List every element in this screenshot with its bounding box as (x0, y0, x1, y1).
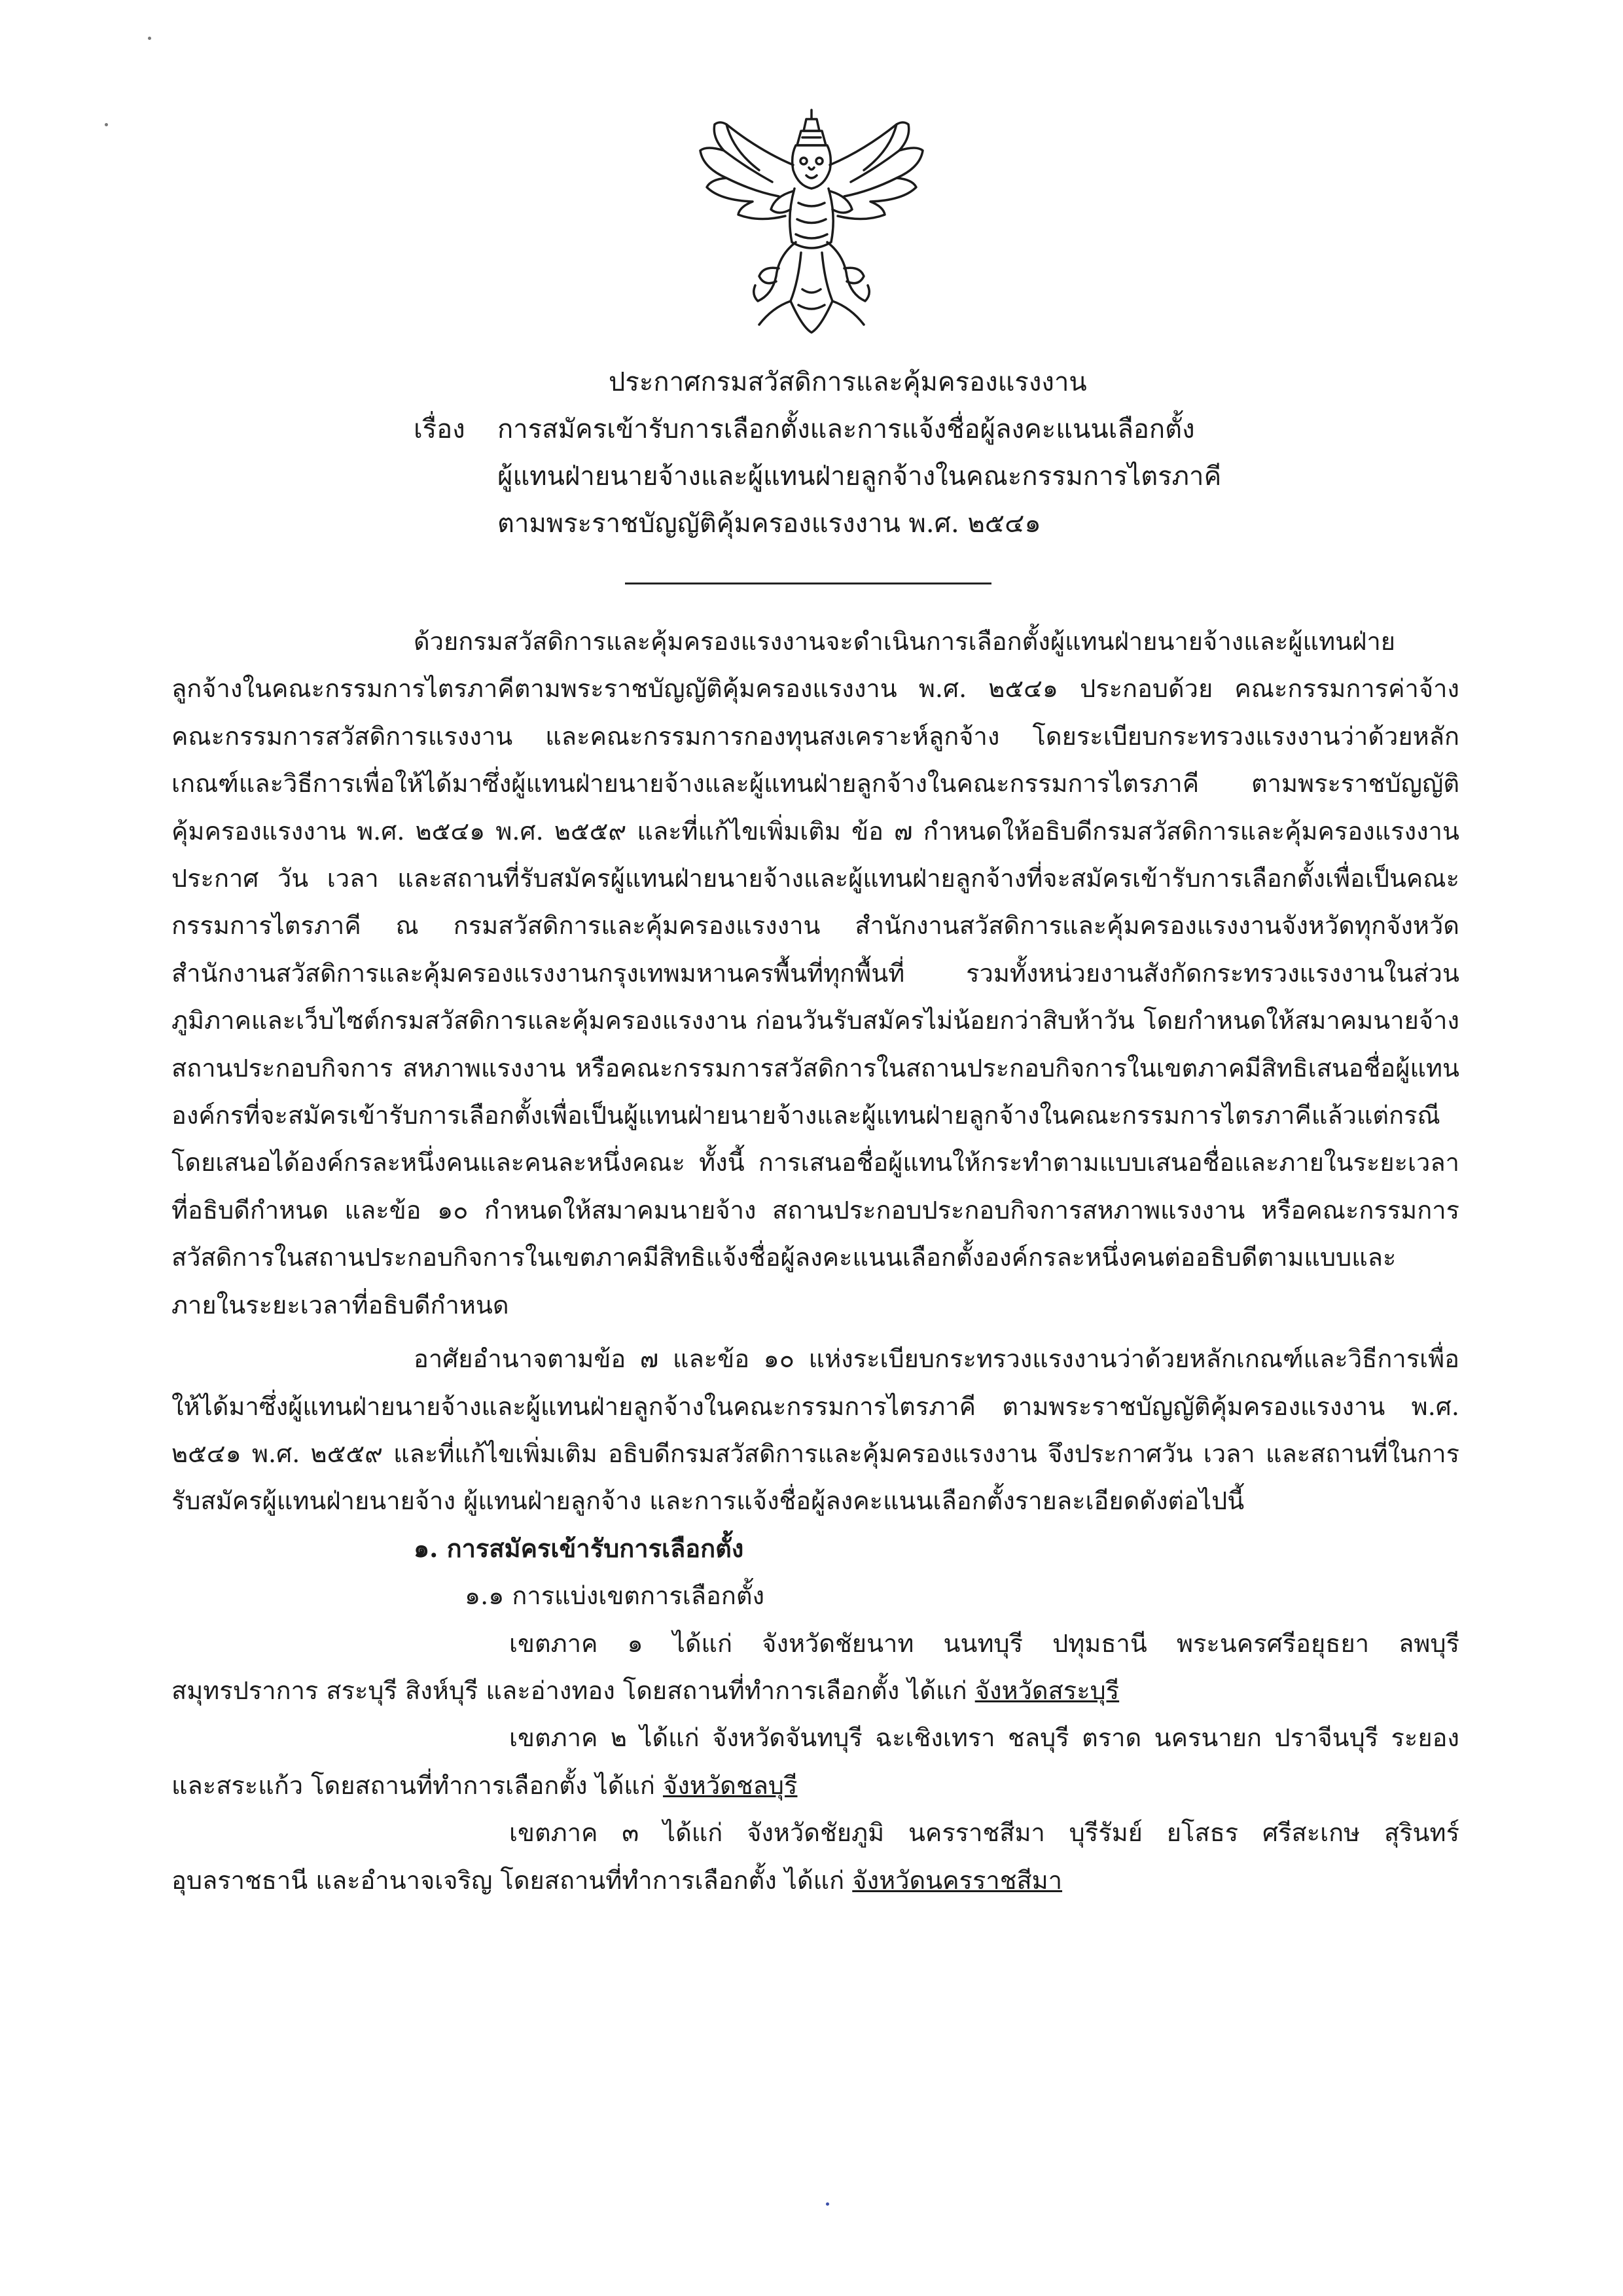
subject-line: ผู้แทนฝ่ายนายจ้างและผู้แทนฝ่ายลูกจ้างในคณะกรรมการไตรภาคี (497, 461, 1222, 492)
subject-label: เรื่อง (414, 414, 465, 444)
region-venue: จังหวัดชลบุรี (662, 1770, 798, 1800)
region-item (171, 1620, 1459, 1715)
body-paragraph: ด้วยกรมสวัสดิการและคุ้มครองแรงงานจะดำเนินการเลือกตั้งผู้แทนฝ่ายนายจ้างและผู้แทนฝ่ายลูกจ้างในคณะกรรมการไตรภาคีตามพระราชบัญญัติคุ้มครองแรงงาน พ.ศ. ๒๕๔๑ ประกอบด้วย คณะกรรมการค่าจ้าง คณะกรรมการสวัสดิการแรงงาน และคณะกรรมการกองทุนสงเคราะห์ลูกจ้าง โดยระเบียบกระทรวงแรงงานว่าด้วยหลักเกณฑ์และวิธีการเพื่อให้ได้มาซึ่งผู้แทนฝ่ายนายจ้างและผู้แทนฝ่ายลูกจ้างในคณะกรรมการไตรภาคี ตามพระราชบัญญัติคุ้มครองแรงงาน พ.ศ. ๒๕๔๑ พ.ศ. ๒๕๕๙ และที่แก้ไขเพิ่มเติม ข้อ ๗ กำหนดให้อธิบดีกรมสวัสดิการและคุ้มครองแรงงาน ประกาศ วัน เวลา และสถานที่รับสมัครผู้แทนฝ่ายนายจ้างและผู้แทนฝ่ายลูกจ้างที่จะสมัครเข้ารับการเลือกตั้งเพื่อเป็นคณะกรรมการไตรภาคี ณ กรมสวัสดิการและคุ้มครองแรงงาน สำนักงานสวัสดิการและคุ้มครองแรงงานจังหวัดทุกจังหวัด สำนักงานสวัสดิการและคุ้มครองแรงงานกรุงเทพมหานครพื้นที่ทุกพื้นที่ รวมทั้งหน่วยงานสังกัดกระทรวงแรงงานในส่วนภูมิภาคและเว็บไซต์กรมสวัสดิการและคุ้มครองแรงงาน ก่อนวันรับสมัครไม่น้อยกว่าสิบห้าวัน โดยกำหนดให้สมาคมนายจ้างสถานประกอบกิจการ สหภาพแรงงาน หรือคณะกรรมการสวัสดิการในสถานประกอบกิจการในเขตภาคมีสิทธิเสนอชื่อผู้แทนองค์กรที่จะสมัครเข้ารับการเลือกตั้งเพื่อเป็นผู้แทนฝ่ายนายจ้างและผู้แทนฝ่ายลูกจ้างในคณะกรรมการไตรภาคีแล้วแต่กรณี โดยเสนอได้องค์กรละหนึ่งคนและคนละหนึ่งคณะ ทั้งนี้ การเสนอชื่อผู้แทนให้กระทำตามแบบเสนอชื่อและภายในระยะเวลาที่อธิบดีกำหนด และข้อ ๑๐ กำหนดให้สมาคมนายจ้าง สถานประกอบประกอบกิจการสหภาพแรงงาน หรือคณะกรรมการสวัสดิการในสถานประกอบกิจการในเขตภาคมีสิทธิแจ้งชื่อผู้ลงคะแนนเลือกตั้งองค์กรละหนึ่งคนต่ออธิบดีตามแบบและภายในระยะเวลาที่อธิบดีกำหนด (171, 627, 1459, 1319)
agency-heading: ประกาศกรมสวัสดิการและคุ้มครองแรงงาน (609, 367, 1087, 397)
subsection-heading: ๑.๑ การแบ่งเขตการเลือกตั้ง (465, 1581, 765, 1611)
scan-speck (105, 123, 108, 126)
region-venue: จังหวัดนครราชสีมา (852, 1865, 1063, 1895)
title-divider (625, 583, 991, 584)
announcement-body (171, 618, 1459, 1904)
section-heading: ๑. การสมัครเข้ารับการเลือกตั้ง (414, 1533, 744, 1563)
region-item (171, 1809, 1459, 1904)
body-paragraph: อาศัยอำนาจตามข้อ ๗ และข้อ ๑๐ แห่งระเบียบกระทรวงแรงงานว่าด้วยหลักเกณฑ์และวิธีการเพื่อให้ได้มาซึ่งผู้แทนฝ่ายนายจ้างและผู้แทนฝ่ายลูกจ้างในคณะกรรมการไตรภาคี ตามพระราชบัญญัติคุ้มครองแรงงาน พ.ศ. ๒๕๔๑ พ.ศ. ๒๕๕๙ และที่แก้ไขเพิ่มเติม อธิบดีกรมสวัสดิการและคุ้มครองแรงงาน จึงประกาศวัน เวลา และสถานที่ในการรับสมัครผู้แทนฝ่ายนายจ้าง ผู้แทนฝ่ายลูกจ้าง และการแจ้งชื่อผู้ลงคะแนนเลือกตั้งรายละเอียดดังต่อไปนี้ (171, 1344, 1459, 1516)
region-description: เขตภาค ๒ ได้แก่ จังหวัดจันทบุรี ฉะเชิงเทรา ชลบุรี ตราด นครนายก ปราจีนบุรี ระยอง และสระแก้ว โดยสถานที่ทำการเลือกตั้ง ได้แก่ (171, 1723, 1459, 1800)
subject-line: การสมัครเข้ารับการเลือกตั้งและการแจ้งชื่อผู้ลงคะแนนเลือกตั้ง (497, 414, 1195, 444)
scan-speck (148, 37, 151, 40)
region-venue: จังหวัดสระบุรี (974, 1676, 1120, 1705)
region-item (171, 1714, 1459, 1809)
garuda-emblem-icon (681, 105, 942, 340)
region-description: เขตภาค ๓ ได้แก่ จังหวัดชัยภูมิ นครราชสีมา บุรีรัมย์ ยโสธร ศรีสะเกษ สุรินทร์ อุบลราชธานี และอำนาจเจริญ โดยสถานที่ทำการเลือกตั้ง ได้แก่ (171, 1818, 1459, 1895)
scan-speck (826, 2202, 829, 2206)
subject-line: ตามพระราชบัญญัติคุ้มครองแรงงาน พ.ศ. ๒๕๔๑ (497, 509, 1041, 539)
region-description: เขตภาค ๑ ได้แก่ จังหวัดชัยนาท นนทบุรี ปทุมธานี พระนครศรีอยุธยา ลพบุรี สมุทรปราการ สระบุรี สิงห์บุรี และอ่างทอง โดยสถานที่ทำการเลือกตั้ง ได้แก่ (171, 1628, 1459, 1705)
